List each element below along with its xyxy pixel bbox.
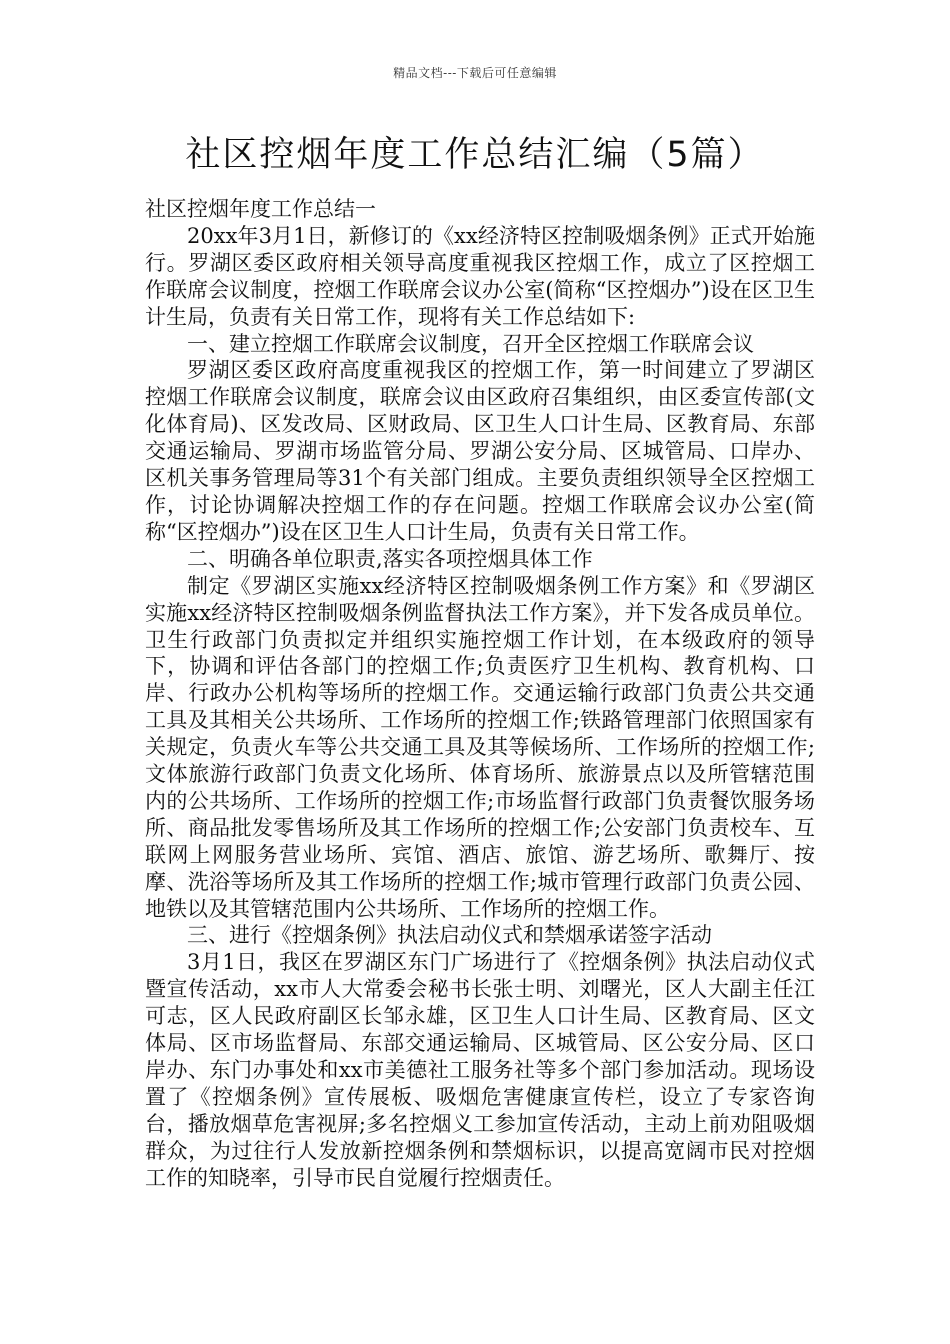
- paragraph: 20xx年3月1日，新修订的《xx经济特区控制吸烟条例》正式开始施行。罗湖区委区政府相关领导高度重视我区控烟工作，成立了区控烟工作联席会议制度，控烟工作联席会议办公室(简称“区控烟办”)设在区卫生计生局，负责有关日常工作，现将有关工作总结如下:: [145, 223, 815, 329]
- paragraph: 罗湖区委区政府高度重视我区的控烟工作，第一时间建立了罗湖区控烟工作联席会议制度，联席会议由区政府召集组织，由区委宣传部(文化体育局)、区发改局、区财政局、区卫生人口计生局、区教育局、东部交通运输局、罗湖市场监管分局、罗湖公安分局、区城管局、口岸办、区机关事务管理局等31个有关部门组成。主要负责组织领导全区控烟工作，讨论协调解决控烟工作的存在问题。控烟工作联席会议办公室(简称“区控烟办”)设在区卫生人口计生局，负责有关日常工作。: [145, 358, 815, 544]
- document-title: 社区控烟年度工作总结汇编（5篇）: [185, 135, 765, 175]
- paragraph: 制定《罗湖区实施xx经济特区控制吸烟条例工作方案》和《罗湖区实施xx经济特区控制吸烟条例监督执法工作方案》，并下发各成员单位。卫生行政部门负责拟定并组织实施控烟工作计划，在本级政府的领导下，协调和评估各部门的控烟工作;负责医疗卫生机构、教育机构、口岸、行政办公机构等场所的控烟工作。交通运输行政部门负责公共交通工具及其相关公共场所、工作场所的控烟工作;铁路管理部门依照国家有关规定，负责火车等公共交通工具及其等候场所、工作场所的控烟工作;文体旅游行政部门负责文化场所、体育场所、旅游景点以及所管辖范围内的公共场所、工作场所的控烟工作;市场监督行政部门负责餐饮服务场所、商品批发零售场所及其工作场所的控烟工作;公安部门负责校车、互联网上网服务营业场所、宾馆、酒店、旅馆、游艺场所、歌舞厅、按摩、洗浴等场所及其工作场所的控烟工作;城市管理行政部门负责公园、地铁以及其管辖范围内公共场所、工作场所的控烟工作。: [145, 573, 815, 921]
- section-heading: 社区控烟年度工作总结一: [145, 197, 376, 221]
- subheading: 二、明确各单位职责,落实各项控烟具体工作: [187, 546, 593, 571]
- document-body: [145, 196, 815, 1192]
- subheading: 一、建立控烟工作联席会议制度，召开全区控烟工作联席会议: [187, 331, 754, 356]
- header-note: 精品文档---下载后可任意编辑: [393, 66, 557, 80]
- subheading: 三、进行《控烟条例》执法启动仪式和禁烟承诺签字活动: [187, 923, 712, 948]
- paragraph: 3月1日，我区在罗湖区东门广场进行了《控烟条例》执法启动仪式暨宣传活动，xx市人大常委会秘书长张士明、刘曙光，区人大副主任江可志，区人民政府副区长邹永雄，区卫生人口计生局、区教育局、区文体局、区市场监督局、东部交通运输局、区城管局、区公安分局、区口岸办、东门办事处和xx市美德社工服务社等多个部门参加活动。现场设置了《控烟条例》宣传展板、吸烟危害健康宣传栏，设立了专家咨询台，播放烟草危害视屏;多名控烟义工参加宣传活动，主动上前劝阻吸烟群众，为过往行人发放新控烟条例和禁烟标识，以提高宽阔市民对控烟工作的知晓率，引导市民自觉履行控烟责任。: [145, 950, 815, 1190]
